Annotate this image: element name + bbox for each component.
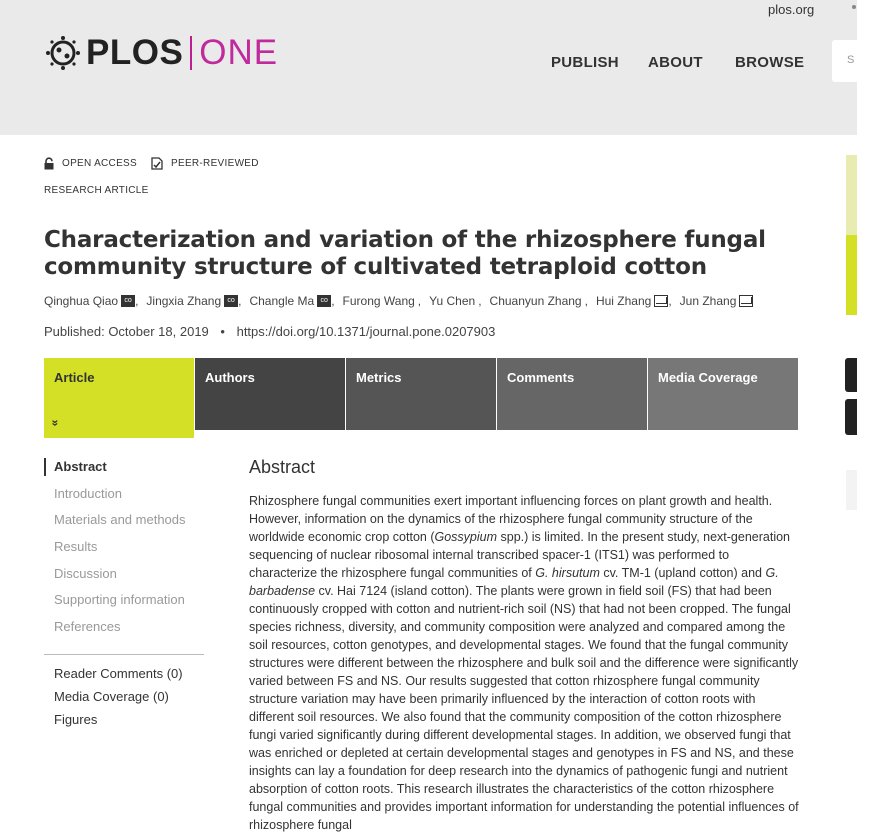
right-edge-button[interactable] <box>845 358 857 392</box>
tab-article-label: Article <box>54 370 95 385</box>
peer-reviewed-label: PEER-REVIEWED <box>171 158 259 169</box>
doi-link[interactable]: https://doi.org/10.1371/journal.pone.0207903 <box>236 324 496 339</box>
toc-references[interactable]: References <box>54 619 121 635</box>
toc-results[interactable]: Results <box>54 539 98 555</box>
tab-article[interactable] <box>44 358 194 438</box>
author-separator: , <box>478 294 482 308</box>
author-name[interactable] <box>249 294 338 308</box>
plos-one-logo[interactable] <box>44 34 278 72</box>
open-access-label: OPEN ACCESS <box>62 158 137 169</box>
contributed-equally-icon[interactable]: co <box>224 295 238 307</box>
figures-link[interactable]: Figures <box>54 712 98 727</box>
right-edge-bar-accent <box>846 235 857 315</box>
author-name[interactable] <box>680 294 754 308</box>
search-input[interactable] <box>832 40 872 82</box>
toc-supporting-information[interactable]: Supporting information <box>54 592 185 608</box>
abstract-italic: G. barbadense <box>249 566 779 598</box>
toc-materials-methods[interactable]: Materials and methods <box>54 512 186 528</box>
tab-authors[interactable]: Authors <box>195 358 345 430</box>
author-separator: , <box>238 294 242 308</box>
abstract-text-part: cv. TM-1 (upland cotton) and <box>599 566 766 580</box>
site-header <box>0 0 857 135</box>
media-coverage-link[interactable]: Media Coverage (0) <box>54 689 169 704</box>
author-name-text: Chuanyun Zhang <box>489 294 582 308</box>
contributed-equally-icon[interactable]: co <box>121 295 135 307</box>
toc-divider <box>44 654 204 655</box>
author-name-text: Jingxia Zhang <box>146 294 222 308</box>
published-date: Published: October 18, 2019 <box>44 324 209 339</box>
author-name[interactable] <box>146 294 245 308</box>
search-placeholder: S <box>847 54 855 66</box>
open-access-badge[interactable] <box>44 158 137 170</box>
nav-browse[interactable]: BROWSE <box>735 54 805 71</box>
open-lock-icon <box>44 158 54 170</box>
plos-org-link[interactable]: plos.org <box>768 2 815 17</box>
abstract-text-part: cv. Hai 7124 (island cotton). The plants were grown in field soil (FS) that had been continuously cropped with cotton and nutrient-rich soil (NS) that had not been cropped. The fungal species richness, diversity, and community composition were analyzed and compared among the soil resources, cotton genotypes, and developmental stages. We found that the fungal community structures were different between the rhizosphere and bulk soil and the difference were significantly varied between FS and NS. Our results suggested that cotton rhizosphere fungal community structure variation may have been primarily influenced by the interaction of cotton roots with different soil resources. We also found that the community composition of the cotton rhizosphere fungi varied significantly during different developmental stages. In addition, we observed fungi that was enriched or depleted at certain developmental stages and genotypes in FS and NS, and these insights can lay a foundation for deep research into the dynamics of pathogenic fungi and nutrient absorption of cotton roots. This research illustrates the characteristics of the cotton rhizosphere fungal communities and provides important information for understanding the potential influences of rhizosphere fungal <box>249 584 799 832</box>
abstract-text-part: spp.) is limited. In the present study, next-generation sequencing of nuclear ribosomal internal transcribed spacer-1 (ITS1) was performed to characterize the rhizosphere fungal communities of <box>249 530 791 580</box>
article-type: RESEARCH ARTICLE <box>44 185 149 196</box>
author-separator: , <box>417 294 422 308</box>
author-name-text: Qinghua Qiao <box>44 294 119 308</box>
logo-one-text: ONE <box>199 33 279 72</box>
header-dot <box>852 5 856 9</box>
author-name-text: Hui Zhang <box>595 294 652 308</box>
article-badges <box>44 157 273 170</box>
separator-bullet: • <box>220 324 225 339</box>
chevron-down-icon: » <box>48 419 63 427</box>
publication-info <box>44 324 495 339</box>
author-name-text: Changle Ma <box>249 294 315 308</box>
section-nav <box>44 458 186 645</box>
author-name-text: Furong Wang <box>342 294 415 308</box>
abstract-text <box>249 492 799 834</box>
author-separator: , <box>668 294 672 308</box>
extra-nav <box>54 666 183 735</box>
author-list <box>44 294 757 308</box>
author-name[interactable] <box>44 294 142 308</box>
peer-reviewed-badge[interactable] <box>151 157 259 170</box>
author-name-text: Jun Zhang <box>679 294 737 308</box>
article-tabs <box>44 358 799 438</box>
right-edge-button[interactable] <box>845 399 857 435</box>
author-name[interactable] <box>429 294 485 308</box>
abstract-italic: Gossypium <box>434 530 498 544</box>
author-separator: , <box>135 294 139 308</box>
nav-about[interactable]: ABOUT <box>648 54 703 71</box>
abstract-italic: G. hirsutum <box>535 566 600 580</box>
toc-discussion[interactable]: Discussion <box>54 565 117 581</box>
article-title: Characterization and variation of the rhizosphere fungal community structure of cultivated tetraploid cotton <box>44 227 766 280</box>
toc-introduction[interactable]: Introduction <box>54 485 122 501</box>
author-name[interactable] <box>596 294 676 308</box>
logo-plos-text: PLOS <box>86 33 184 72</box>
abstract-text-part: Rhizosphere fungal communities exert important influencing forces on plant growth and health. However, information on the dynamics of the rhizosphere fungal community structure of the worldwide economic crop cotton ( <box>249 494 773 544</box>
toc-abstract[interactable]: Abstract <box>44 458 186 476</box>
tab-media-coverage[interactable]: Media Coverage <box>648 358 798 430</box>
author-separator: , <box>331 294 335 308</box>
tab-comments[interactable]: Comments <box>497 358 647 430</box>
right-edge-panel <box>846 470 857 510</box>
author-separator: , <box>584 294 588 308</box>
abstract-heading: Abstract <box>249 457 316 477</box>
plos-logo-icon <box>44 34 82 72</box>
email-icon[interactable] <box>739 295 753 307</box>
email-icon[interactable] <box>654 295 668 307</box>
nav-publish[interactable]: PUBLISH <box>551 54 619 71</box>
peer-reviewed-icon <box>151 157 163 170</box>
reader-comments-link[interactable]: Reader Comments (0) <box>54 666 183 681</box>
author-name-text: Yu Chen <box>429 294 476 308</box>
tab-metrics[interactable]: Metrics <box>346 358 496 430</box>
contributed-equally-icon[interactable]: co <box>317 295 331 307</box>
logo-divider <box>190 36 192 70</box>
author-name[interactable] <box>343 294 426 308</box>
right-edge-bar-light <box>846 155 857 235</box>
author-name[interactable] <box>490 294 592 308</box>
